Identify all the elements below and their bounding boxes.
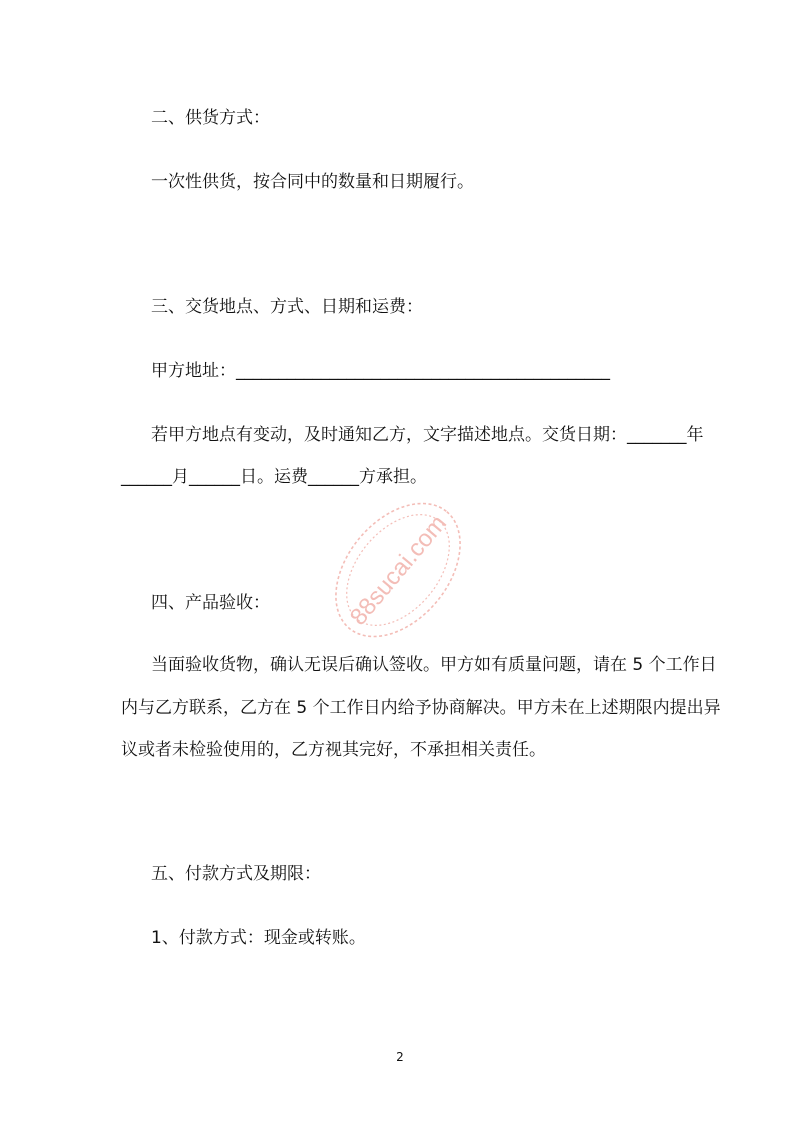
paragraph-party-a-address: 甲方地址：____________________________________________ xyxy=(151,361,610,381)
paragraph-payment-method: 1、付款方式：现金或转账。 xyxy=(151,928,366,948)
paragraph-delivery-line-1: 若甲方地点有变动，及时通知乙方，文字描述地点。交货日期：_______年 xyxy=(151,425,704,445)
paragraph-delivery-line-2: ______月______日。运费______方承担。 xyxy=(121,467,427,487)
watermark-text: 88sucai.com xyxy=(344,510,453,631)
section-heading-supply-method: 二、供货方式： xyxy=(151,108,270,128)
section-heading-acceptance: 四、产品验收： xyxy=(151,593,270,613)
section-heading-payment: 五、付款方式及期限： xyxy=(151,864,321,884)
paragraph-supply-method: 一次性供货，按合同中的数量和日期履行。 xyxy=(151,172,474,192)
watermark-stamp xyxy=(318,500,478,640)
paragraph-acceptance-line-2: 内与乙方联系，乙方在 5 个工作日内给予协商解决。甲方未在上述期限内提出异 xyxy=(121,698,721,718)
paragraph-acceptance-line-1: 当面验收货物，确认无误后确认签收。甲方如有质量问题，请在 5 个工作日 xyxy=(151,655,717,675)
paragraph-acceptance-line-3: 议或者未检验使用的，乙方视其完好，不承担相关责任。 xyxy=(121,740,546,760)
page-number: 2 xyxy=(396,1050,404,1064)
section-heading-delivery: 三、交货地点、方式、日期和运费： xyxy=(151,297,423,317)
